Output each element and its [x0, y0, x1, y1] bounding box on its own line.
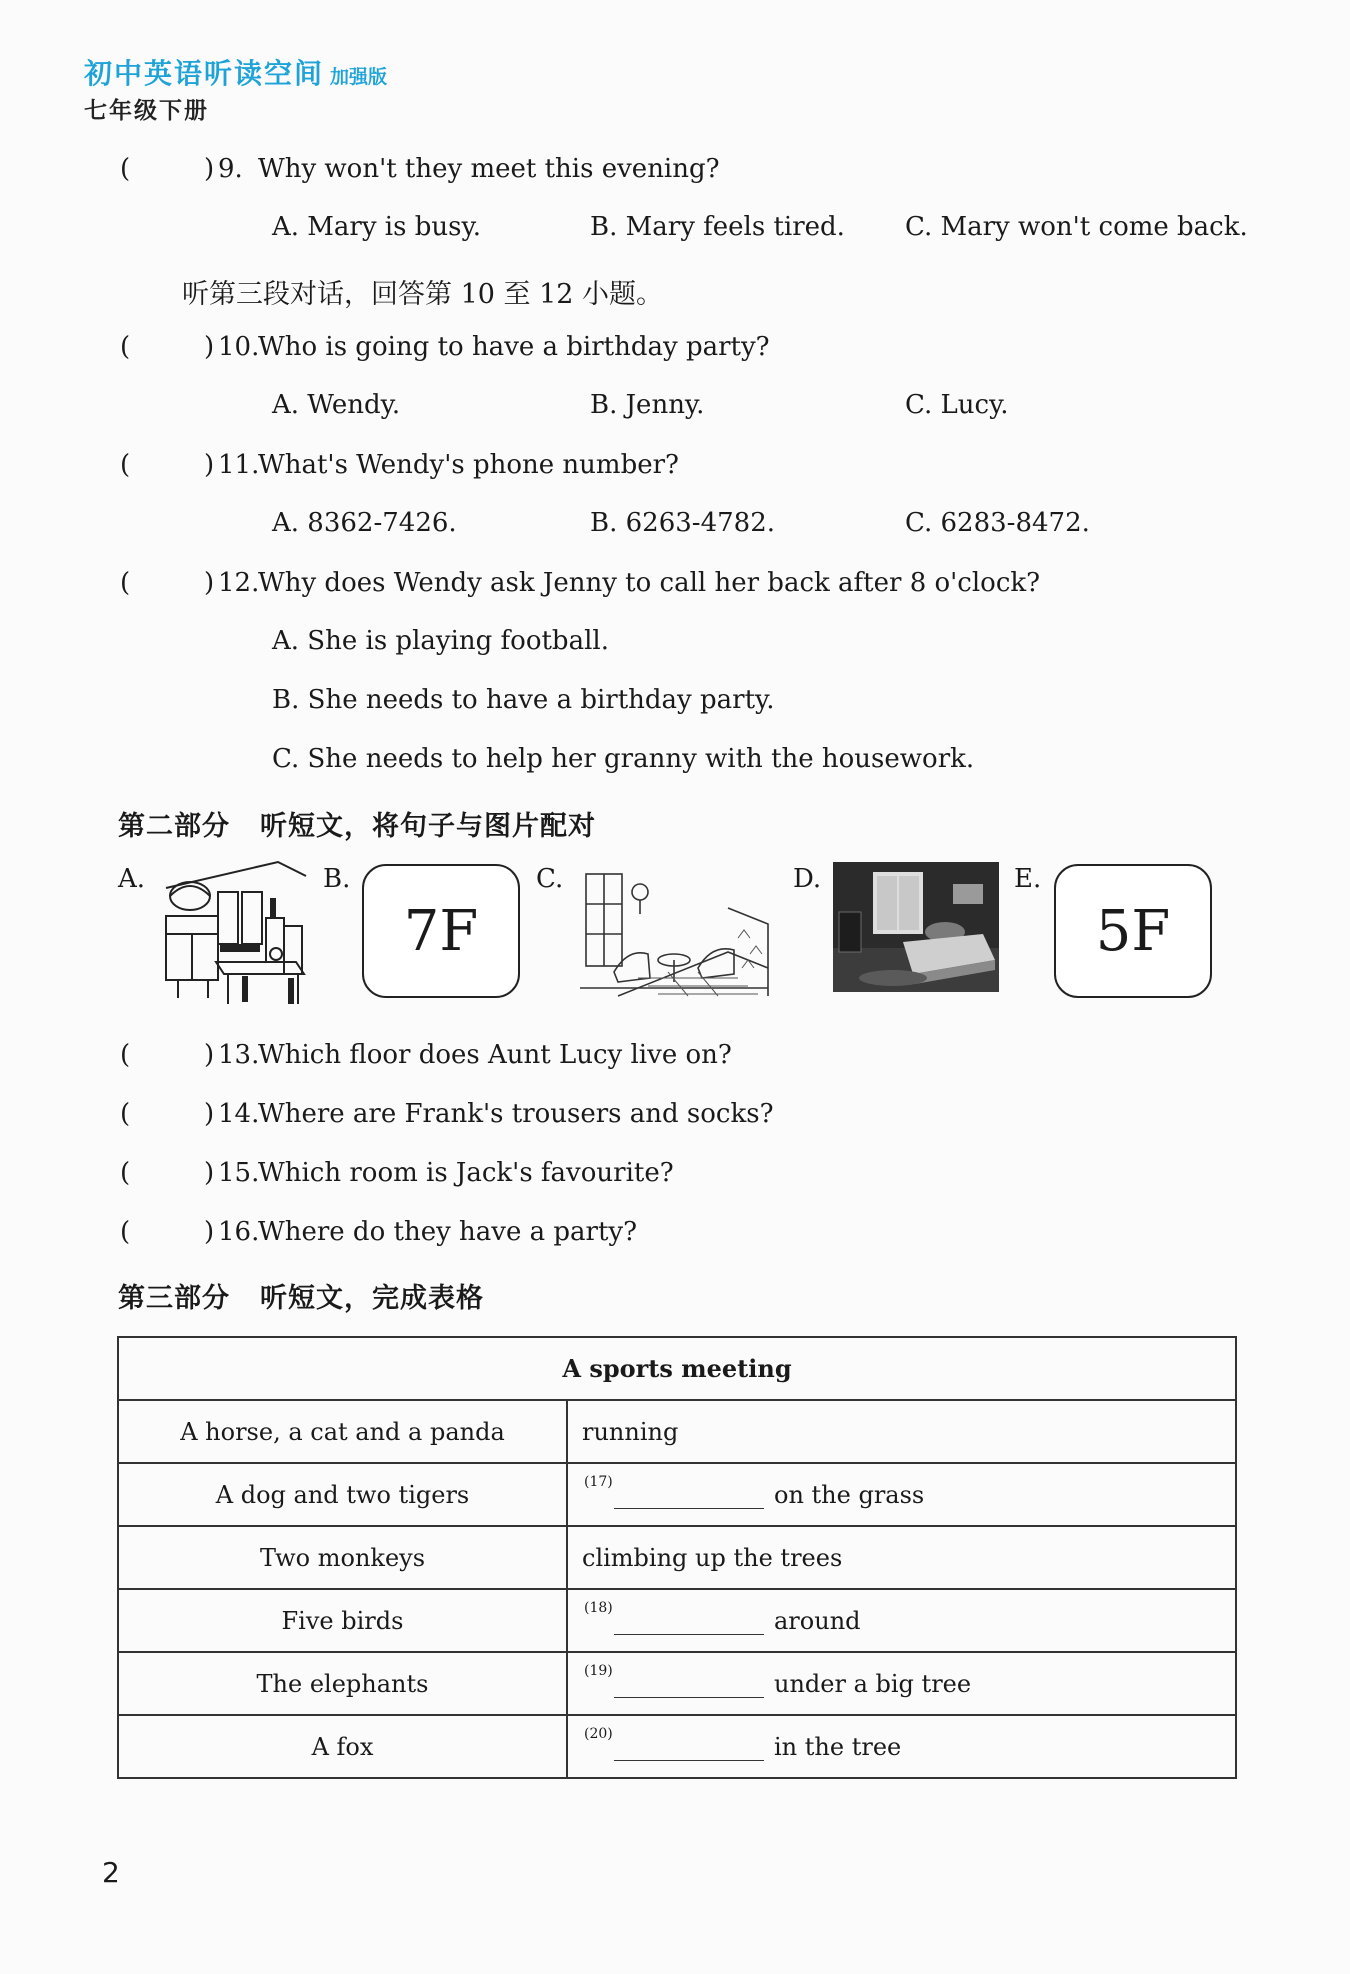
part2-heading: 第二部分 听短文，将句子与图片配对 [118, 811, 596, 842]
table-header-row [118, 1337, 1236, 1400]
page-number: 2 [102, 1856, 120, 1889]
q10-option-b: B. Jenny. [590, 390, 705, 420]
picture-label-a: A. [118, 864, 146, 894]
table-cell-animal: The elephants [118, 1652, 567, 1715]
q12-option-b: B. She needs to have a birthday party. [272, 685, 775, 715]
table-cell-animal: A fox [118, 1715, 567, 1778]
table-row [118, 1463, 1236, 1526]
answer-blank-19[interactable] [614, 1675, 764, 1698]
q9-option-c: C. Mary won't come back. [905, 212, 1248, 242]
table-cell-action: (19) under a big tree [567, 1652, 1236, 1715]
q10-option-a: A. Wendy. [272, 390, 401, 420]
table-cell-animal: A horse, a cat and a panda [118, 1400, 567, 1463]
q12-option-a: A. She is playing football. [272, 626, 609, 656]
floor-sign-5f: 5F [1054, 864, 1212, 998]
question-15: ( ) 15.Which room is Jack's favourite? [120, 1158, 674, 1188]
question-16: ( ) 16.Where do they have a party? [120, 1217, 638, 1247]
balcony-picture [578, 868, 770, 1000]
table-cell-action: running [567, 1400, 1236, 1463]
table-cell-action: (17) on the grass [567, 1463, 1236, 1526]
table-cell-action: (20) in the tree [567, 1715, 1236, 1778]
floor-sign-7f: 7F [362, 864, 520, 998]
blank-number: (17) [584, 1474, 613, 1490]
question-13: ( ) 13.Which floor does Aunt Lucy live on? [120, 1040, 732, 1070]
picture-label-d: D. [793, 864, 822, 894]
picture-label-b: B. [323, 864, 351, 894]
question-12: ( ) 12.Why does Wendy ask Jenny to call her back after 8 o'clock? [120, 568, 1041, 598]
question-11: ( ) 11.What's Wendy's phone number? [120, 450, 679, 480]
q12-option-c: C. She needs to help her granny with the housework. [272, 744, 975, 774]
answer-blank-20[interactable] [614, 1738, 764, 1761]
table-cell-action: (18) around [567, 1589, 1236, 1652]
part3-heading: 第三部分 听短文，完成表格 [118, 1283, 484, 1314]
blank-number: (18) [584, 1600, 613, 1616]
dialogue-instruction: 听第三段对话，回答第 10 至 12 小题。 [182, 279, 664, 310]
question-9: ( ) 9. Why won't they meet this evening? [120, 154, 720, 184]
table-row [118, 1526, 1236, 1589]
picture-label-c: C. [536, 864, 564, 894]
answer-blank-17[interactable] [614, 1486, 764, 1509]
question-10: ( ) 10.Who is going to have a birthday party? [120, 332, 770, 362]
edition-label: 加强版 [330, 66, 388, 88]
table-cell-animal: A dog and two tigers [118, 1463, 567, 1526]
question-14: ( ) 14.Where are Frank's trousers and socks? [120, 1099, 774, 1129]
q10-option-c: C. Lucy. [905, 390, 1009, 420]
table-row [118, 1589, 1236, 1652]
q11-option-c: C. 6283-8472. [905, 508, 1090, 538]
blank-number: (19) [584, 1663, 613, 1679]
picture-label-e: E. [1014, 864, 1042, 894]
table-cell-action: climbing up the trees [567, 1526, 1236, 1589]
grade-label: 七年级下册 [84, 98, 209, 124]
q11-option-a: A. 8362-7426. [272, 508, 457, 538]
dining-room-picture [158, 858, 308, 1010]
table-title: A sports meeting [118, 1337, 1236, 1400]
blank-number: (20) [584, 1726, 613, 1742]
bedroom-picture [833, 862, 999, 992]
table-row [118, 1715, 1236, 1778]
table-row [118, 1400, 1236, 1463]
series-title: 初中英语听读空间 加强版 [84, 57, 388, 90]
table-cell-animal: Two monkeys [118, 1526, 567, 1589]
table-row [118, 1652, 1236, 1715]
table-cell-animal: Five birds [118, 1589, 567, 1652]
q9-option-a: A. Mary is busy. [272, 212, 481, 242]
sports-meeting-table [117, 1336, 1237, 1779]
q9-option-b: B. Mary feels tired. [590, 212, 845, 242]
q11-option-b: B. 6263-4782. [590, 508, 776, 538]
answer-blank-18[interactable] [614, 1612, 764, 1635]
